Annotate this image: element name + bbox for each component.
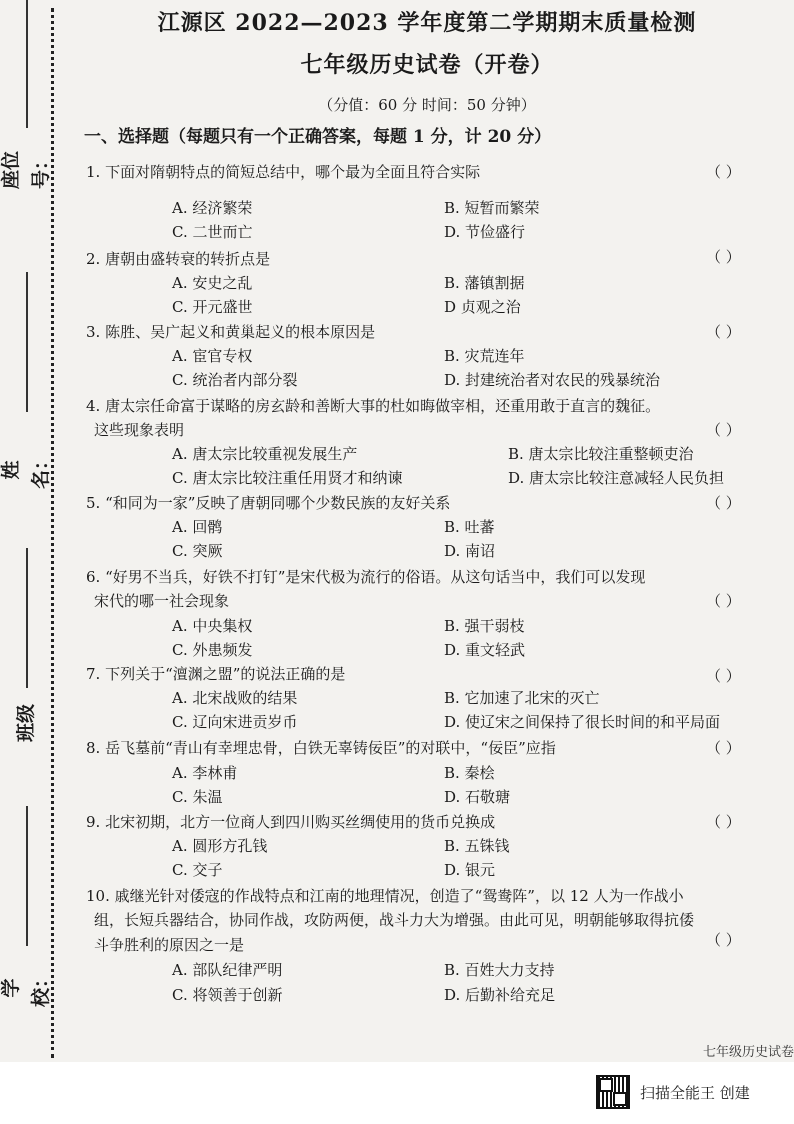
question-2-answer-blank: （ ） — [706, 248, 741, 266]
question-4-stem: 4. 唐太宗任命富于谋略的房玄龄和善断大事的杜如晦做宰相，还重用敢于直言的魏征。 — [86, 397, 661, 415]
question-1-answer-blank: （ ） — [706, 163, 741, 181]
question-10-option-b: B. 百姓大力支持 — [444, 961, 555, 979]
scanner-credit: 扫描全能王 创建 — [640, 1084, 750, 1102]
exam-title: 江源区 2022—2023 学年度第二学期期末质量检测 — [157, 10, 697, 36]
question-8-option-d: D. 石敬瑭 — [444, 788, 511, 806]
question-9-answer-blank: （ ） — [706, 813, 741, 831]
question-5-stem: 5. “和同为一家”反映了唐朝同哪个少数民族的友好关系 — [86, 494, 451, 512]
question-2-option-c: C. 开元盛世 — [172, 298, 253, 316]
question-8-stem: 8. 岳飞墓前“青山有幸埋忠骨，白铁无辜铸佞臣”的对联中，“佞臣”应指 — [86, 739, 556, 757]
class-underline — [26, 548, 28, 688]
question-3-stem: 3. 陈胜、吴广起义和黄巢起义的根本原因是 — [86, 323, 376, 341]
question-6-stem-line-2: 宋代的哪一社会现象 — [94, 592, 230, 610]
question-7-option-d: D. 使辽宋之间保持了很长时间的和平局面 — [444, 713, 721, 731]
question-7-answer-blank: （ ） — [706, 667, 741, 685]
question-7-option-b: B. 它加速了北宋的灭亡 — [444, 689, 600, 707]
question-10-stem-line-3: 斗争胜利的原因之一是 — [94, 936, 245, 954]
question-8-option-c: C. 朱温 — [172, 788, 223, 806]
seat-number-label: 座位号： — [0, 151, 52, 190]
school-underline — [26, 806, 28, 946]
question-6-option-c: C. 外患频发 — [172, 641, 253, 659]
question-10-option-a: A. 部队纪律严明 — [172, 961, 283, 979]
question-8-answer-blank: （ ） — [706, 739, 741, 757]
question-4-option-d: D. 唐太宗比较注意减轻人民负担 — [508, 469, 725, 487]
question-10-stem: 10. 戚继光针对倭寇的作战特点和江南的地理情况，创造了“鸳鸯阵”，以 12 人为一作战小 — [86, 887, 684, 905]
question-3-answer-blank: （ ） — [706, 323, 741, 341]
question-5-option-c: C. 突厥 — [172, 542, 223, 560]
question-1-option-d: D. 节俭盛行 — [444, 223, 526, 241]
question-2-option-a: A. 安史之乱 — [172, 274, 253, 292]
question-5-option-d: D. 南诏 — [444, 542, 496, 560]
question-8-option-b: B. 秦桧 — [444, 764, 495, 782]
school-label: 学 校： — [0, 969, 52, 1008]
question-4-option-a: A. 唐太宗比较重视发展生产 — [172, 445, 358, 463]
question-9-stem: 9. 北宋初期，北方一位商人到四川购买丝绸使用的货币兑换成 — [86, 813, 496, 831]
question-3-option-a: A. 宦官专权 — [172, 347, 253, 365]
question-6-answer-blank: （ ） — [706, 592, 741, 610]
question-7-option-c: C. 辽向宋进贡岁币 — [172, 713, 298, 731]
question-4-option-b: B. 唐太宗比较注重整顿吏治 — [508, 445, 694, 463]
question-2-stem: 2. 唐朝由盛转衰的转折点是 — [86, 250, 271, 268]
scanner-watermark — [596, 1072, 786, 1112]
question-1-stem: 1. 下面对隋朝特点的简短总结中，哪个最为全面且符合实际 — [86, 163, 481, 181]
question-7-option-a: A. 北宋战败的结果 — [172, 689, 298, 707]
question-2-option-d: D 贞观之治 — [444, 298, 521, 316]
qr-code-icon — [596, 1075, 630, 1109]
question-6-stem: 6. “好男不当兵，好铁不打钉”是宋代极为流行的俗语。从这句话当中，我们可以发现 — [86, 568, 646, 586]
student-name-label: 姓 名： — [0, 451, 52, 490]
question-3-option-d: D. 封建统治者对农民的残暴统治 — [444, 371, 661, 389]
question-4-answer-blank: （ ） — [706, 421, 741, 439]
question-3-option-b: B. 灾荒连年 — [444, 347, 525, 365]
page-footer-label: 七年级历史试卷 — [702, 1045, 794, 1060]
question-9-option-b: B. 五铢钱 — [444, 837, 510, 855]
class-label: 班级 — [15, 704, 37, 743]
question-10-stem-line-2: 组，长短兵器结合，协同作战，攻防两便，战斗力大为增强。由此可见，明朝能够取得抗倭 — [94, 911, 695, 929]
question-9-option-d: D. 银元 — [444, 861, 496, 879]
question-9-option-a: A. 圆形方孔钱 — [172, 837, 268, 855]
seat-underline — [26, 0, 28, 128]
name-underline — [26, 272, 28, 412]
question-4-option-c: C. 唐太宗比较注重任用贤才和纳谏 — [172, 469, 403, 487]
question-9-option-c: C. 交子 — [172, 861, 223, 879]
question-1-option-b: B. 短暂而繁荣 — [444, 199, 540, 217]
question-6-option-b: B. 强干弱枝 — [444, 617, 525, 635]
question-5-option-b: B. 吐蕃 — [444, 518, 495, 536]
question-5-answer-blank: （ ） — [706, 494, 741, 512]
question-2-option-b: B. 藩镇割据 — [444, 274, 525, 292]
score-time-info: （分值：60 分 时间：50 分钟） — [318, 96, 536, 114]
question-10-answer-blank: （ ） — [706, 931, 741, 949]
question-1-option-a: A. 经济繁荣 — [172, 199, 253, 217]
question-10-option-d: D. 后勤补给充足 — [444, 986, 556, 1004]
question-3-option-c: C. 统治者内部分裂 — [172, 371, 298, 389]
question-6-option-d: D. 重文轻武 — [444, 641, 526, 659]
question-8-option-a: A. 李林甫 — [172, 764, 238, 782]
question-7-stem: 7. 下列关于“澶渊之盟”的说法正确的是 — [86, 665, 346, 683]
question-6-option-a: A. 中央集权 — [172, 617, 253, 635]
question-10-option-c: C. 将领善于创新 — [172, 986, 283, 1004]
question-5-option-a: A. 回鹘 — [172, 518, 223, 536]
section-title: 一、选择题（每题只有一个正确答案，每题 1 分，计 20 分） — [84, 127, 552, 147]
exam-subtitle: 七年级历史试卷（开卷） — [300, 52, 554, 78]
question-4-stem-line-2: 这些现象表明 — [94, 421, 185, 439]
question-1-option-c: C. 二世而亡 — [172, 223, 253, 241]
